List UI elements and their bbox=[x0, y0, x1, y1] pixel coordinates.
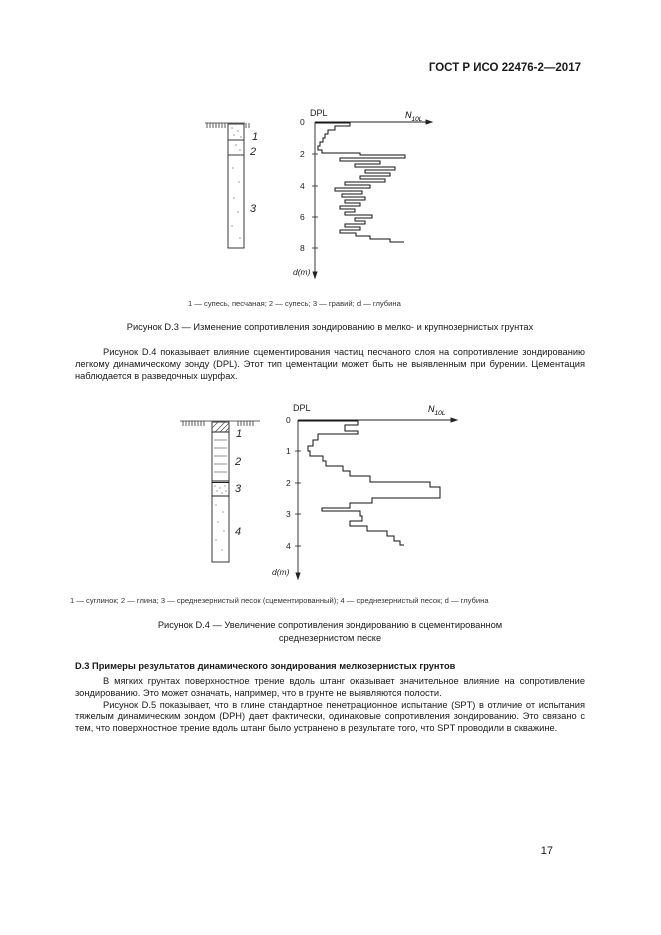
page-number: 17 bbox=[540, 845, 553, 857]
tick-label: 4 bbox=[300, 181, 305, 191]
layer-label-3: 3 bbox=[250, 203, 257, 215]
tick-label: 2 bbox=[286, 478, 291, 488]
tick-label: 8 bbox=[300, 243, 305, 253]
section-heading-d3: D.3 Примеры результатов динамического зондирования мелкозернистых грунтов bbox=[75, 661, 456, 671]
axis-title-dpl: DPL bbox=[310, 108, 328, 118]
layer-fill-dots bbox=[214, 485, 226, 550]
depth-axis-label: d(m) bbox=[272, 567, 290, 577]
figure-d3-caption: Рисунок D.3 — Изменение сопротивления зондированию в мелко- и крупнозернистых грунтах bbox=[126, 322, 534, 332]
layer-hatching bbox=[212, 422, 229, 472]
caption-line: Рисунок D.4 — Увеличение сопротивления зондированию в сцементированном bbox=[157, 620, 503, 630]
layer-label-1: 1 bbox=[252, 131, 259, 143]
figure-d3-legend: 1 — супесь, песчаная; 2 — супесь; 3 — гравий; d — глубина bbox=[188, 299, 401, 308]
tick-label: 0 bbox=[286, 415, 291, 425]
section-body bbox=[75, 676, 585, 735]
tick-label: 3 bbox=[286, 509, 291, 519]
layer-label-2: 2 bbox=[235, 456, 242, 468]
paragraph-text: Рисунок D.5 показывает, что в глине стандартное пенетрационное испытание (SPT) в отличие от испытания тяжелым динамическим зондом (DPH) дает фактически, одинаковые сопротивления зондированию. Это связано с тем, что поверхностное трение вдоль штанг было устранено в результате того, что SPT проводили в скважине. bbox=[75, 699, 585, 734]
depth-axis-label: d(m) bbox=[293, 267, 311, 277]
figure-d4-legend: 1 — суглинок; 2 — глина; 3 — среднезернистый песок (сцементированный); 4 — среднезернистый песок; d — глубина bbox=[70, 596, 489, 605]
tick-label: 2 bbox=[300, 149, 305, 159]
tick-label: 1 bbox=[286, 446, 291, 456]
document-header: ГОСТ Р ИСО 22476-2—2017 bbox=[428, 62, 581, 74]
borehole-column bbox=[212, 422, 229, 562]
paragraph-text: В мягких грунтах поверхностное трение вдоль штанг оказывает значительное влияние на сопротивление зондированию. Это может означать, например, что в грунте не выявляются полости. bbox=[75, 676, 585, 698]
dpl-sounding-curve bbox=[298, 421, 440, 545]
tick-label: 0 bbox=[300, 117, 305, 127]
depth-tick-labels bbox=[286, 415, 291, 551]
n10l-label: $N_{10L}$ bbox=[428, 404, 446, 417]
tick-label: 4 bbox=[286, 541, 291, 551]
tick-label: 6 bbox=[300, 212, 305, 222]
layer-label-4: 4 bbox=[235, 526, 242, 538]
paragraph-text: Рисунок D.4 показывает влияние сцементирования частиц песчаного слоя на сопротивление зондированию легкому динамическому зонду (DPL). Этот тип цементации может быть не выявленным при бурении. Цементация наблюдается в разведочных шурфах. bbox=[75, 347, 585, 381]
figure-d4-caption bbox=[75, 619, 585, 645]
caption-line: среднезернистом песке bbox=[278, 633, 382, 643]
layer-label-2: 2 bbox=[250, 146, 257, 158]
layer-label-3: 3 bbox=[235, 483, 242, 495]
n10l-label: $N_{10L}$ bbox=[405, 110, 423, 123]
layer-label-1: 1 bbox=[236, 428, 243, 440]
axis-title-dpl: DPL bbox=[293, 403, 311, 413]
